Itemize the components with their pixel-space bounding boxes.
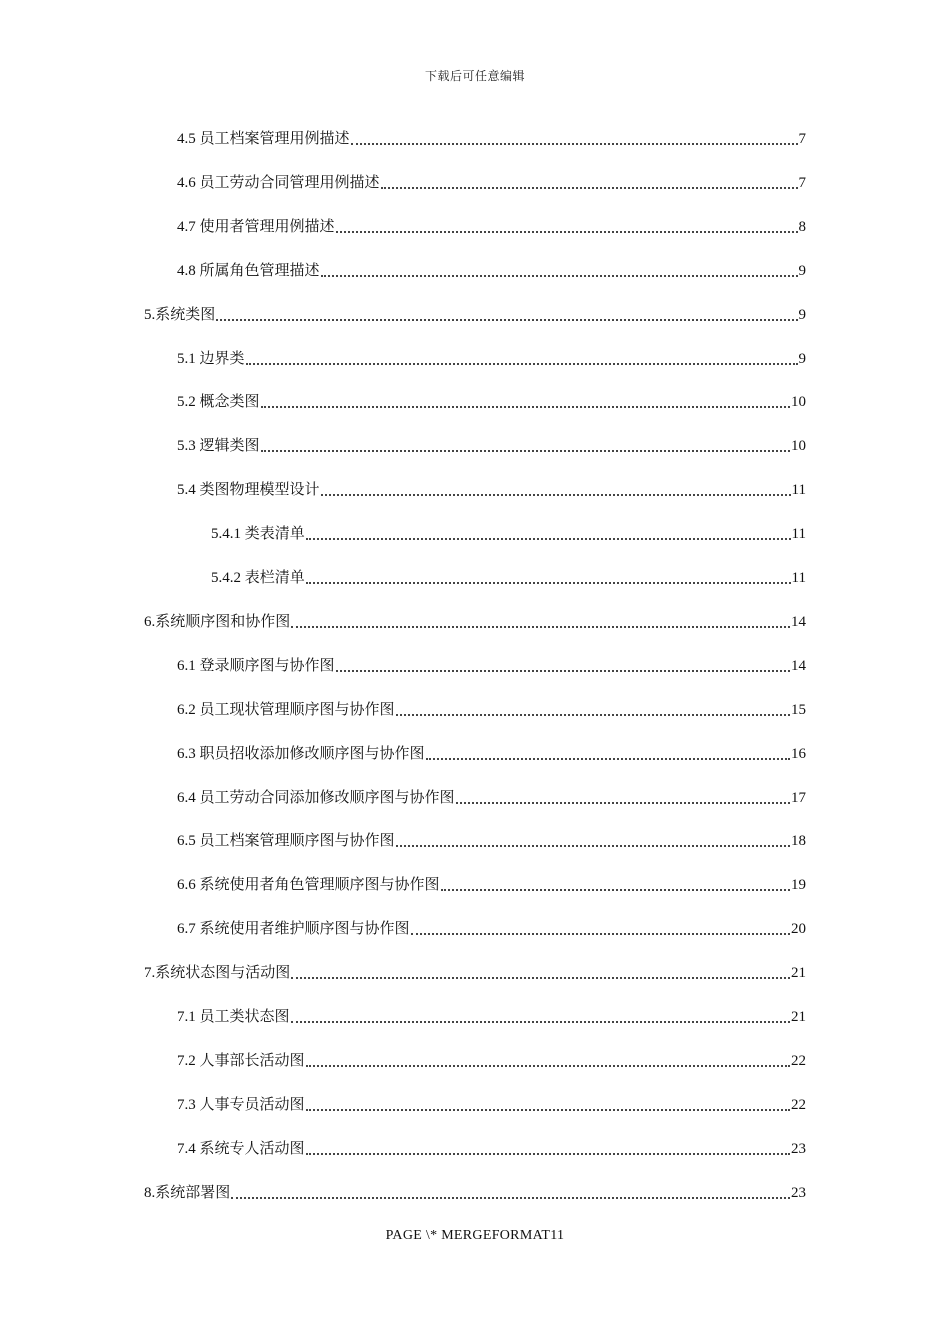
toc-entry-page-number: 9 (798, 307, 806, 323)
toc-entry-label: 6.2 员工现状管理顺序图与协作图 (177, 702, 395, 718)
toc-entry-page-number: 18 (791, 833, 806, 849)
toc-entry-page-number: 11 (791, 526, 806, 542)
toc-entry[interactable] (144, 301, 806, 325)
toc-entry-label: 6.6 系统使用者角色管理顺序图与协作图 (177, 877, 440, 893)
toc-entry[interactable] (177, 652, 806, 676)
toc-entry-page-number: 14 (791, 614, 806, 630)
toc-entry-page-number: 14 (791, 658, 806, 674)
toc-entry-label: 6.4 员工劳动合同添加修改顺序图与协作图 (177, 790, 455, 806)
toc-entry-page-number: 23 (791, 1141, 806, 1157)
toc-entry[interactable] (177, 388, 806, 412)
toc-entry[interactable] (177, 871, 806, 895)
toc-entry-page-number: 23 (791, 1185, 806, 1201)
toc-entry[interactable] (177, 696, 806, 720)
toc-dot-leader (351, 125, 798, 145)
toc-entry-page-number: 17 (791, 790, 806, 806)
toc-entry-label: 4.7 使用者管理用例描述 (177, 219, 335, 235)
toc-dot-leader (381, 169, 798, 189)
toc-dot-leader (246, 345, 798, 365)
toc-dot-leader (336, 652, 790, 672)
toc-entry-label: 6.7 系统使用者维护顺序图与协作图 (177, 921, 410, 937)
toc-entry-page-number: 9 (798, 263, 806, 279)
toc-dot-leader (261, 388, 790, 408)
toc-dot-leader (411, 915, 790, 935)
toc-entry[interactable] (177, 827, 806, 851)
toc-entry-label: 4.5 员工档案管理用例描述 (177, 131, 350, 147)
toc-entry-label: 8.系统部署图 (144, 1185, 231, 1201)
toc-entry-page-number: 22 (791, 1097, 806, 1113)
toc-dot-leader (261, 432, 790, 452)
toc-entry[interactable] (177, 915, 806, 939)
toc-entry[interactable] (144, 959, 806, 983)
toc-entry-page-number: 21 (791, 1009, 806, 1025)
toc-dot-leader (336, 213, 798, 233)
toc-entry[interactable] (177, 1135, 806, 1159)
toc-entry-label: 7.4 系统专人活动图 (177, 1141, 305, 1157)
toc-entry[interactable] (211, 564, 806, 588)
toc-entry-page-number: 8 (798, 219, 806, 235)
toc-entry-label: 5.2 概念类图 (177, 394, 260, 410)
toc-dot-leader (396, 827, 790, 847)
toc-entry-page-number: 22 (791, 1053, 806, 1069)
toc-entry-page-number: 11 (791, 570, 806, 586)
toc-entry[interactable] (177, 125, 806, 149)
toc-entry[interactable] (144, 1179, 806, 1203)
toc-dot-leader (231, 1179, 790, 1199)
toc-entry[interactable] (177, 345, 806, 369)
toc-entry[interactable] (211, 520, 806, 544)
toc-dot-leader (321, 476, 791, 496)
toc-entry[interactable] (177, 1047, 806, 1071)
toc-dot-leader (306, 564, 791, 584)
toc-entry-label: 6.1 登录顺序图与协作图 (177, 658, 335, 674)
toc-entry-label: 5.4.1 类表清单 (211, 526, 305, 542)
toc-entry[interactable] (177, 1091, 806, 1115)
toc-entry[interactable] (177, 784, 806, 808)
toc-dot-leader (306, 1135, 790, 1155)
toc-entry[interactable] (177, 432, 806, 456)
toc-entry-label: 6.5 员工档案管理顺序图与协作图 (177, 833, 395, 849)
toc-entry-label: 4.6 员工劳动合同管理用例描述 (177, 175, 380, 191)
toc-entry[interactable] (177, 476, 806, 500)
toc-dot-leader (306, 1091, 790, 1111)
toc-entry-page-number: 7 (798, 175, 806, 191)
toc-entry-label: 6.3 职员招收添加修改顺序图与协作图 (177, 746, 425, 762)
toc-entry-label: 5.系统类图 (144, 307, 216, 323)
toc-entry[interactable] (177, 740, 806, 764)
toc-entry-page-number: 10 (791, 438, 806, 454)
toc-dot-leader (321, 257, 798, 277)
toc-dot-leader (306, 1047, 790, 1067)
toc-entry-page-number: 10 (791, 394, 806, 410)
toc-entry-page-number: 9 (798, 351, 806, 367)
toc-entry-label: 4.8 所属角色管理描述 (177, 263, 320, 279)
toc-entry-label: 7.1 员工类状态图 (177, 1009, 290, 1025)
toc-entry-page-number: 11 (791, 482, 806, 498)
toc-dot-leader (396, 696, 790, 716)
toc-dot-leader (216, 301, 797, 321)
toc-dot-leader (291, 608, 790, 628)
toc-entry[interactable] (177, 1003, 806, 1027)
toc-entry[interactable] (177, 213, 806, 237)
toc-entry-label: 6.系统顺序图和协作图 (144, 614, 291, 630)
toc-dot-leader (441, 871, 790, 891)
toc-entry[interactable] (177, 169, 806, 193)
toc-entry-page-number: 19 (791, 877, 806, 893)
toc-entry-label: 5.4.2 表栏清单 (211, 570, 305, 586)
page-header: 下载后可任意编辑 (424, 69, 525, 83)
toc-dot-leader (306, 520, 791, 540)
toc-entry-label: 5.1 边界类 (177, 351, 245, 367)
toc-dot-leader (291, 1003, 790, 1023)
toc-entry-label: 7.3 人事专员活动图 (177, 1097, 305, 1113)
toc-dot-leader (291, 959, 790, 979)
toc-entry-label: 7.系统状态图与活动图 (144, 965, 291, 981)
toc-entry[interactable] (144, 608, 806, 632)
toc-entry-label: 5.3 逻辑类图 (177, 438, 260, 454)
toc-entry-page-number: 15 (791, 702, 806, 718)
toc-entry-label: 7.2 人事部长活动图 (177, 1053, 305, 1069)
toc-entry-page-number: 21 (791, 965, 806, 981)
toc-entry-page-number: 7 (798, 131, 806, 147)
toc-entry-page-number: 16 (791, 746, 806, 762)
toc-dot-leader (456, 784, 790, 804)
toc-entry-label: 5.4 类图物理模型设计 (177, 482, 320, 498)
toc-dot-leader (426, 740, 790, 760)
page-footer: PAGE \* MERGEFORMAT11 (385, 1228, 565, 1243)
toc-entry[interactable] (177, 257, 806, 281)
toc-entry-page-number: 20 (791, 921, 806, 937)
